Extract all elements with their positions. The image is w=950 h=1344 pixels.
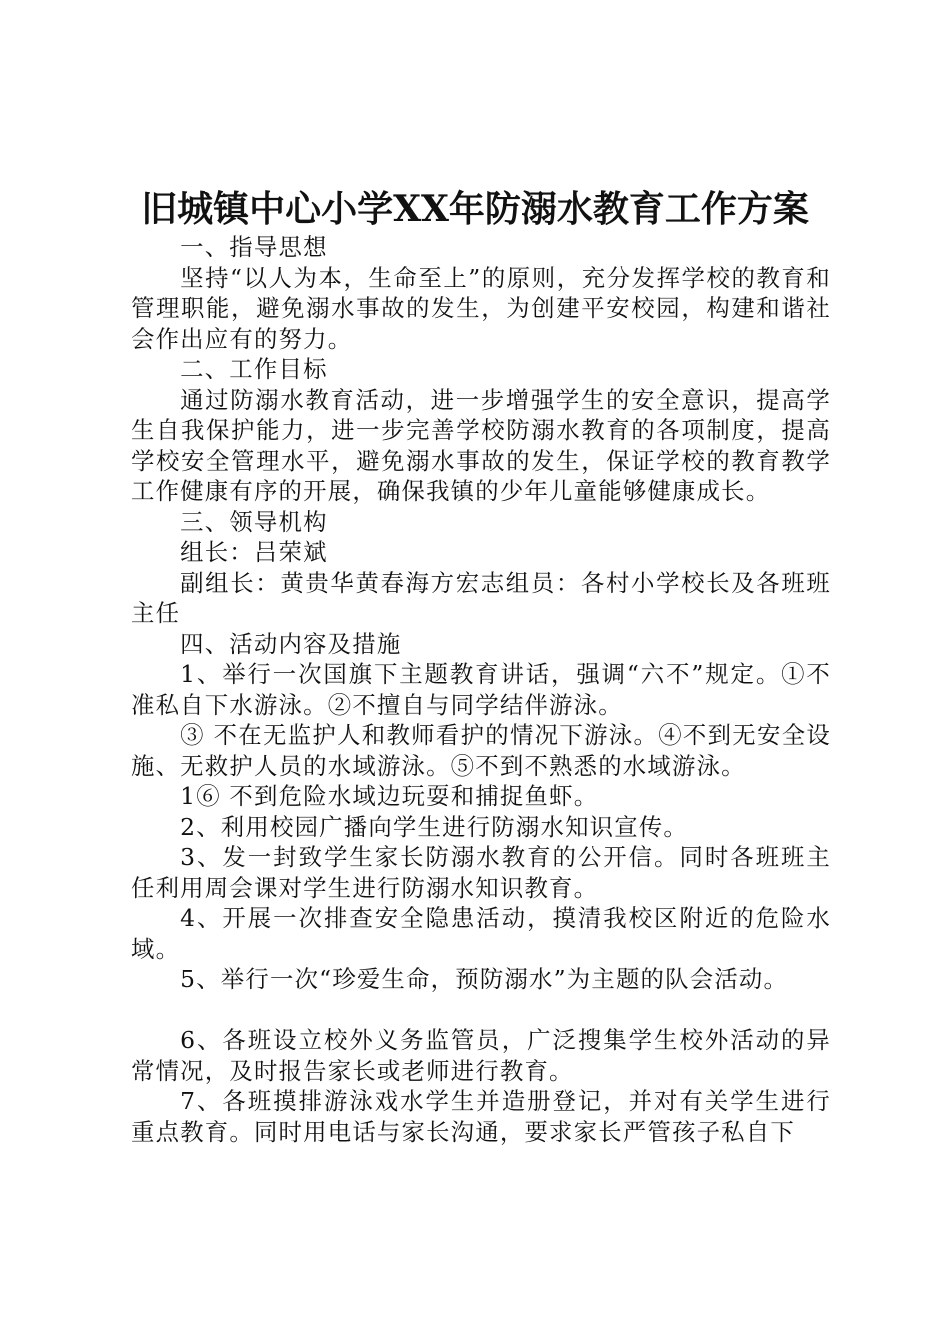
activity-item-7: 7、各班摸排游泳戏水学生并造册登记，并对有关学生进行重点教育。同时用电话与家长沟通，要求家长严管孩子私自下 xyxy=(131,1087,831,1146)
activity-item-3: 3、发一封致学生家长防溺水教育的公开信。同时各班班主任利用周会课对学生进行防溺水知识教育。 xyxy=(131,843,831,902)
activity-item-5: 5、举行一次“珍爱生命，预防溺水”为主题的队会活动。 xyxy=(180,965,789,993)
blank-line xyxy=(131,995,831,1026)
paragraph-guiding-thought: 坚持“以人为本，生命至上”的原则，充分发挥学校的教育和管理职能，避免溺水事故的发生，为创建平安校园，构建和谐社会作出应有的努力。 xyxy=(131,263,831,353)
activity-item-1: 1、举行一次国旗下主题教育讲话，强调“六不”规定。①不准私自下水游泳。②不擅自与同学结伴游泳。 xyxy=(131,660,831,719)
paragraph-team-leader: 组长：吕荣斌 xyxy=(180,538,328,566)
section-heading-activities: 四、活动内容及措施 xyxy=(180,629,402,658)
activity-item-1-continued: ③ 不在无监护人和教师看护的情况下游泳。④不到无安全设施、无救护人员的水域游泳。⑤不到不熟悉的水域游泳。 xyxy=(131,721,831,780)
paragraph-deputy-leaders: 副组长：黄贵华黄春海方宏志组员：各村小学校长及各班班主任 xyxy=(131,568,831,627)
activity-item-2: 2、利用校园广播向学生进行防溺水知识宣传。 xyxy=(180,812,689,841)
activity-item-6: 6、各班设立校外义务监管员，广泛搜集学生校外活动的异常情况，及时报告家长或老师进行教育。 xyxy=(131,1026,831,1085)
document-body xyxy=(131,232,831,1147)
document-title: 旧城镇中心小学XX年防溺水教育工作方案 xyxy=(141,188,809,230)
activity-item-1-rule-6: 1⑥ 不到危险水域边玩耍和捕捉鱼虾。 xyxy=(180,782,599,810)
paragraph-work-goals: 通过防溺水教育活动，进一步增强学生的安全意识，提高学生自我保护能力，进一步完善学校防溺水教育的各项制度，提高学校安全管理水平，避免溺水事故的发生，保证学校的教育教学工作健康有序的开展，确保我镇的少年儿童能够健康成长。 xyxy=(131,385,831,505)
activity-item-4: 4、开展一次排查安全隐患活动，摸清我校区附近的危险水域。 xyxy=(131,904,831,963)
section-heading-work-goals: 二、工作目标 xyxy=(180,355,328,383)
section-heading-guiding-thought: 一、指导思想 xyxy=(180,233,328,261)
section-heading-leadership: 三、领导机构 xyxy=(180,507,328,536)
